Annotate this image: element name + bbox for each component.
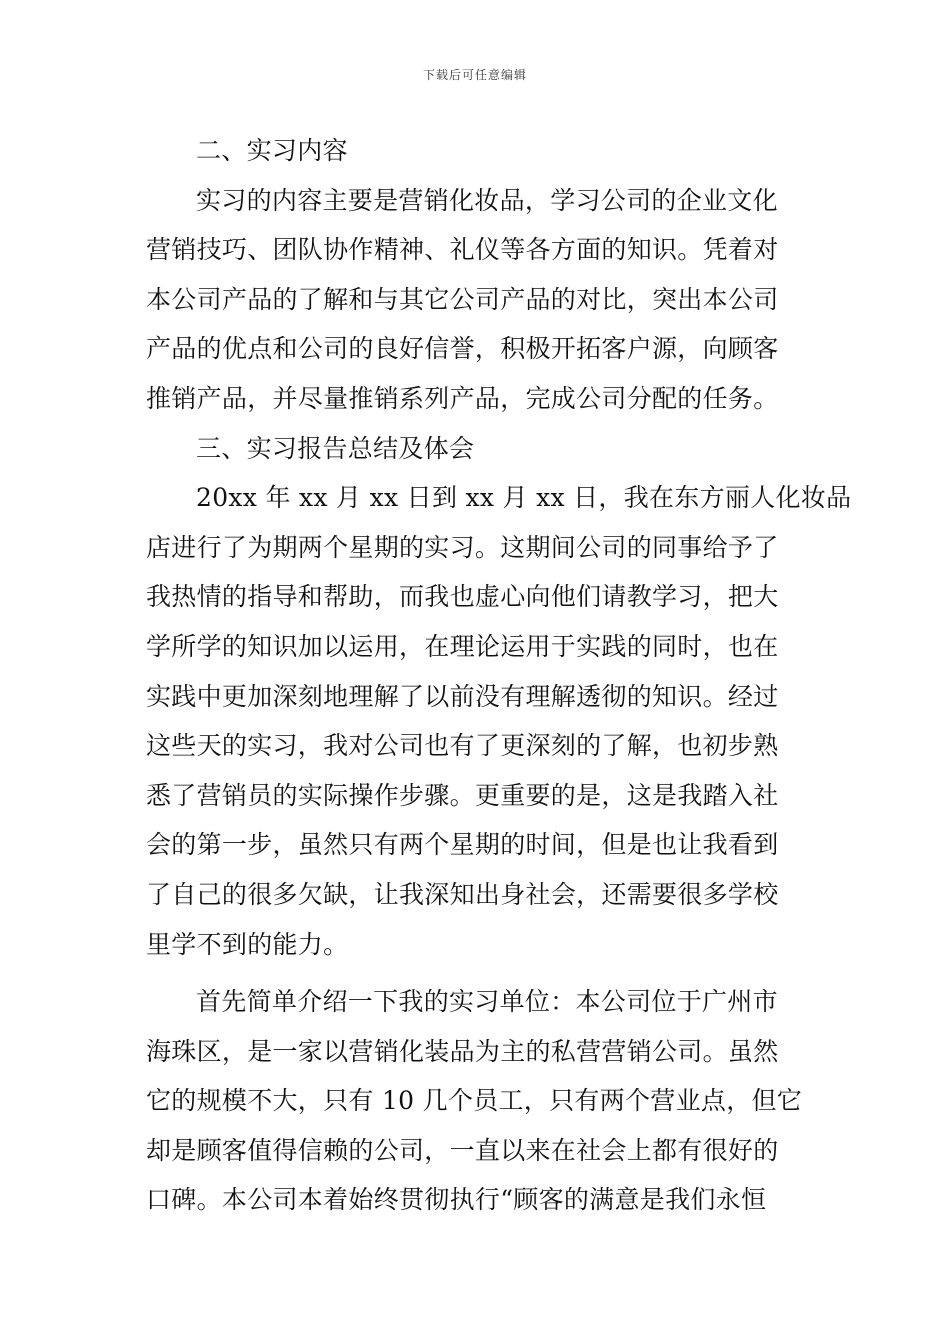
paragraph-line: 20xx 年 xx 月 xx 日到 xx 月 xx 日，我在东方丽人化妆品 [196,483,852,513]
paragraph-line: 会的第一步，虽然只有两个星期的时间，但是也让我看到 [146,830,779,860]
paragraph-line: 它的规模不大，只有 10 几个员工，只有两个营业点，但它 [146,1086,803,1116]
paragraph-line: 营销技巧、团队协作精神、礼仪等各方面的知识。凭着对 [146,235,779,265]
paragraph-line: 本公司产品的了解和与其它公司产品的对比，突出本公司 [146,284,779,314]
paragraph-line: 口碑。本公司本着始终贯彻执行“顾客的满意是我们永恒 [146,1185,767,1215]
paragraph-line: 实习的内容主要是营销化妆品，学习公司的企业文化 [196,185,778,215]
paragraph-line: 了自己的很多欠缺，让我深知出身社会，还需要很多学校 [146,879,779,909]
paragraph-line: 实践中更加深刻地理解了以前没有理解透彻的知识。经过 [146,681,779,711]
paragraph-line: 店进行了为期两个星期的实习。这期间公司的同事给予了 [146,532,779,562]
paragraph-line: 这些天的实习，我对公司也有了更深刻的了解，也初步熟 [146,731,779,761]
paragraph-line: 海珠区，是一家以营销化装品为主的私营营销公司。虽然 [146,1036,779,1066]
paragraph-line: 里学不到的能力。 [146,929,349,959]
paragraph-line: 我热情的指导和帮助，而我也虚心向他们请教学习，把大 [146,582,779,612]
section-heading: 三、实习报告总结及体会 [196,433,475,463]
paragraph-line: 推销产品，并尽量推销系列产品，完成公司分配的任务。 [146,383,779,413]
paragraph-line: 却是顾客值得信赖的公司，一直以来在社会上都有很好的 [146,1135,779,1165]
paragraph-line: 首先简单介绍一下我的实习单位：本公司位于广州市 [196,987,778,1017]
paragraph-gap [146,969,806,977]
paragraph-line: 产品的优点和公司的良好信誉，积极开拓客户源，向顾客 [146,334,779,364]
paragraph-line: 学所学的知识加以运用，在理论运用于实践的同时，也在 [146,631,779,661]
page-header: 下载后可任意编辑 [422,68,527,82]
paragraph-line: 悉了营销员的实际操作步骤。更重要的是，这是我踏入社 [146,780,779,810]
document-body [146,126,852,1225]
section-heading: 二、实习内容 [196,136,348,165]
